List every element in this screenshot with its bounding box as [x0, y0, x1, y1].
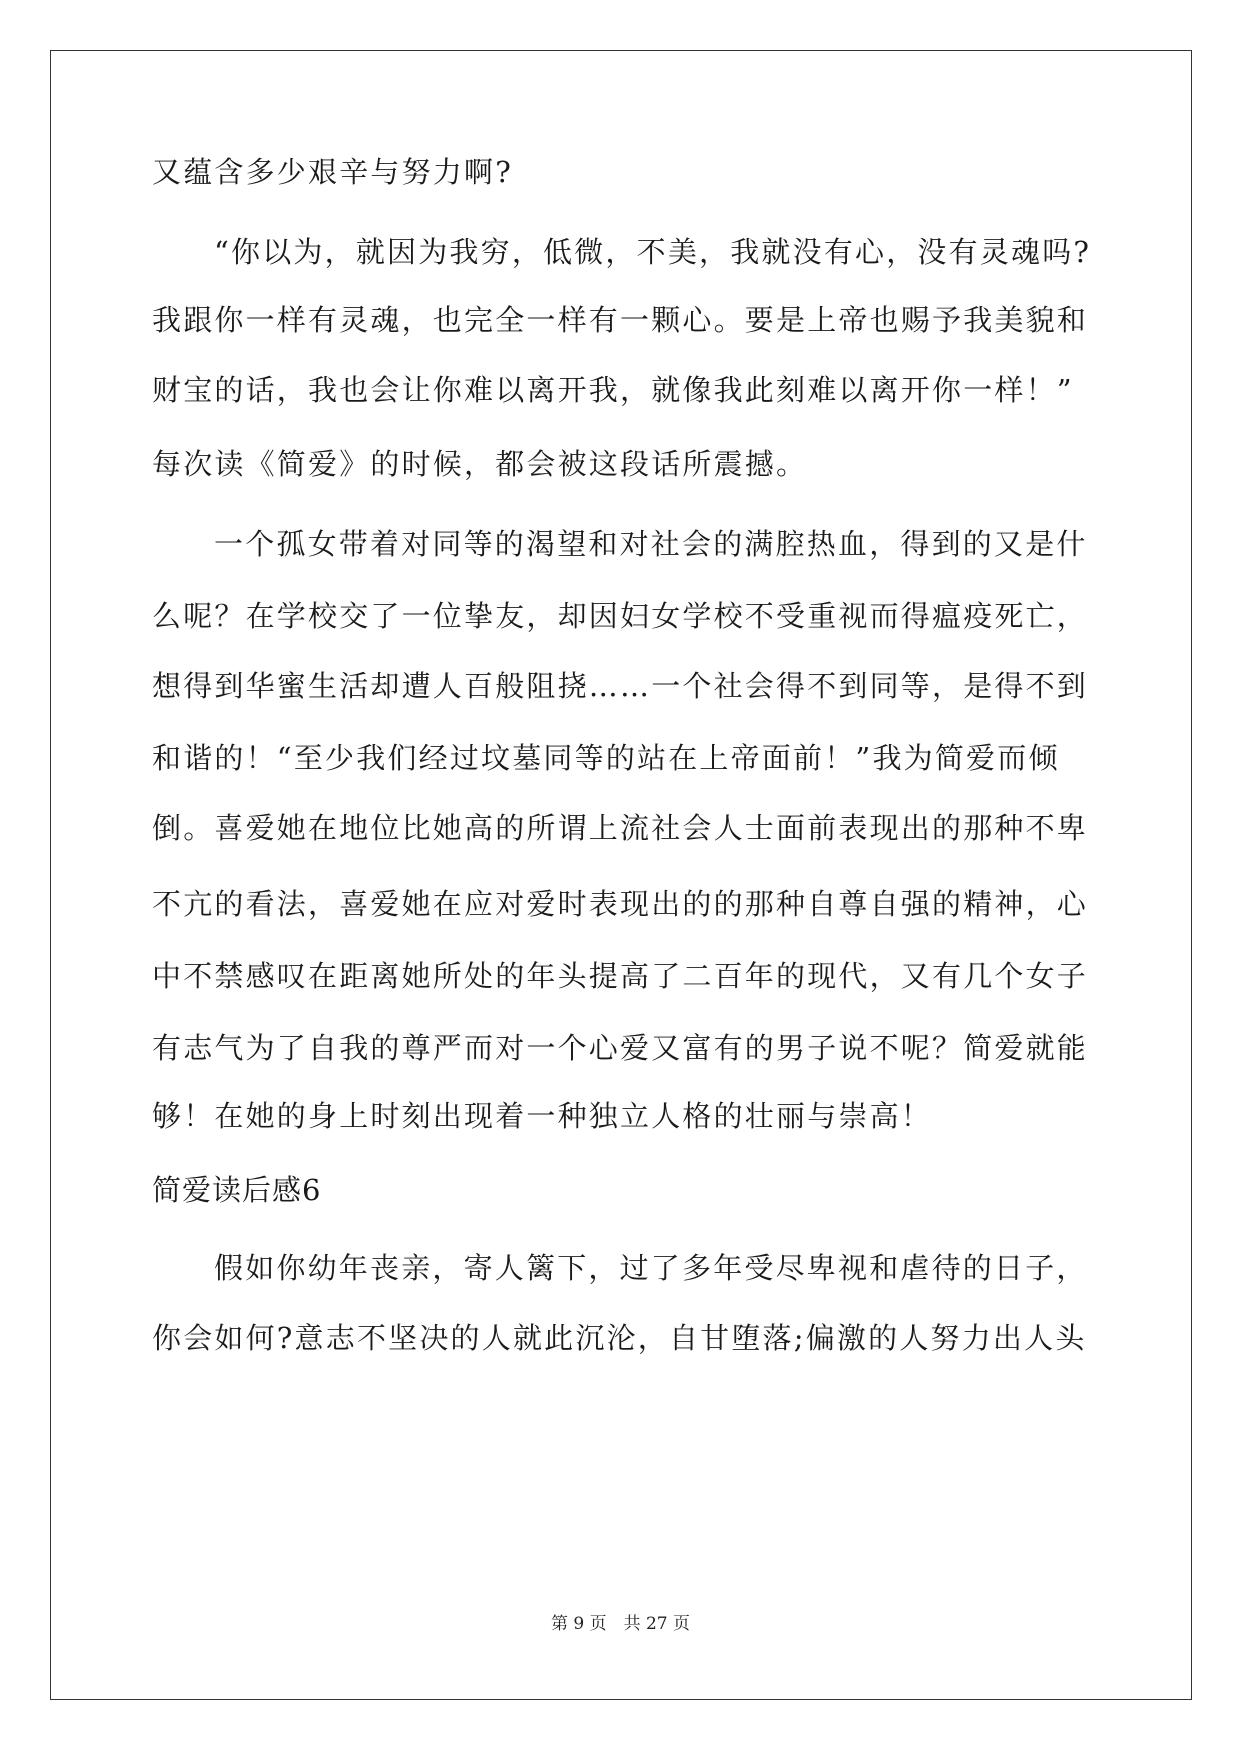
text-line: 又蕴含多少艰辛与努力啊? [152, 155, 513, 189]
text-line: 我跟你一样有灵魂，也完全一样有一颗心。要是上帝也赐予我美貌和 [152, 303, 1089, 337]
text-line: 有志气为了自我的尊严而对一个心爱又富有的男子说不呢？简爱就能 [152, 1031, 1089, 1065]
text-line: 倒。喜爱她在地位比她高的所谓上流社会人士面前表现出的那种不卑 [152, 811, 1089, 845]
text-line: 每次读《简爱》的时候，都会被这段话所震撼。 [152, 447, 808, 481]
page-footer [0, 1612, 1241, 1636]
text-line: 财宝的话，我也会让你难以离开我，就像我此刻难以离开你一样！” [152, 373, 1074, 407]
text-line: 想得到华蜜生活却遭人百般阻挠……一个社会得不到同等，是得不到 [152, 669, 1089, 703]
text-line: 么呢？在学校交了一位挚友，却因妇女学校不受重视而得瘟疫死亡， [152, 599, 1089, 633]
page-number: 第 9 页 共 27 页 [550, 1614, 691, 1634]
section-heading: 简爱读后感6 [152, 1173, 322, 1207]
text-line: 中不禁感叹在距离她所处的年头提高了二百年的现代，又有几个女子 [152, 959, 1089, 993]
page-border [50, 50, 1192, 1700]
text-line: 够！在她的身上时刻出现着一种独立人格的壮丽与崇高！ [152, 1099, 933, 1133]
text-line: 一个孤女带着对同等的渴望和对社会的满腔热血，得到的又是什 [214, 527, 1088, 561]
text-line: 和谐的！“至少我们经过坟墓同等的站在上帝面前！”我为简爱而倾 [152, 741, 1060, 775]
text-line: 假如你幼年丧亲，寄人篱下，过了多年受尽卑视和虐待的日子， [214, 1251, 1088, 1285]
text-line: 不亢的看法，喜爱她在应对爱时表现出的的那种自尊自强的精神，心 [152, 887, 1089, 921]
text-line: “你以为，就因为我穷，低微，不美，我就没有心，没有灵魂吗? [214, 235, 1092, 269]
text-line: 你会如何?意志不坚决的人就此沉沦，自甘堕落;偏激的人努力出人头 [152, 1321, 1087, 1355]
